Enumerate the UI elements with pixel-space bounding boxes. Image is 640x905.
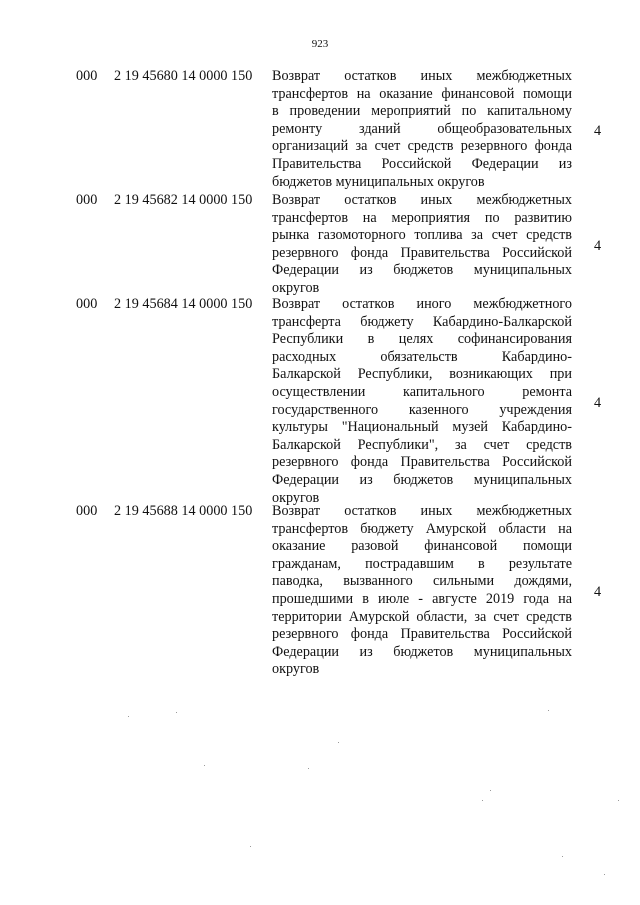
admin-code: 000 [76,296,98,312]
scan-speck [250,846,251,847]
description-line: Федерации из бюджетов муниципальных [272,471,572,488]
description-line: округов [272,661,320,678]
description-line: Балкарской Республики", за счет средств [272,436,572,453]
amount-value: 4 [594,122,602,139]
description-line: трансфертов бюджету Амурской области на [272,520,572,537]
description-line: Правительства Российской Федерации из [272,155,572,172]
description-line: бюджетов муниципальных округов [272,173,485,190]
page-number: 923 [311,38,329,50]
revenue-description [272,192,572,298]
scan-speck [308,768,309,769]
description-line: Федерации из бюджетов муниципальных [272,643,572,660]
scan-speck [482,800,483,801]
budget-classification-code: 2 19 45682 14 0000 150 [114,192,253,208]
description-line: рынка газомоторного топлива за счет средств [272,227,572,244]
description-line: Республики в целях софинансирования [272,331,572,348]
description-line: организаций за счет средств резервного фонда [272,138,572,155]
budget-classification-code: 2 19 45684 14 0000 150 [114,296,253,312]
description-line: оказание разовой финансовой помощи [272,538,572,555]
admin-code: 000 [76,68,98,84]
scan-speck [176,712,177,713]
amount-value: 4 [594,584,602,601]
description-line: округов [272,279,320,296]
amount-value: 4 [594,238,602,254]
description-line: гражданам, пострадавшим в результате [272,555,572,572]
budget-classification-code: 2 19 45688 14 0000 150 [114,503,253,519]
revenue-description [272,503,572,679]
budget-classification-code: 2 19 45680 14 0000 150 [114,68,253,84]
scan-speck [128,716,129,717]
description-line: государственного казенного учреждения [272,401,572,418]
description-line: расходных обязательств Кабардино- [272,348,572,365]
scan-speck [604,874,605,875]
description-line: Возврат остатков иных межбюджетных [272,68,572,84]
scan-speck [618,800,619,801]
revenue-description [272,68,572,191]
description-line: резервного фонда Правительства Российской [272,454,572,471]
description-line: в проведении мероприятий по капитальному [272,103,572,120]
scan-speck [338,742,339,743]
description-line: трансфертов на мероприятия по развитию [272,209,572,226]
description-line: территории Амурской области, за счет средств [272,608,572,625]
amount-value: 4 [594,394,602,411]
scan-speck [204,765,205,766]
description-line: паводка, вызванного сильными дождями, [272,573,572,590]
description-line: прошедшими в июле - августе 2019 года на [272,590,572,607]
description-line: Возврат остатков иного межбюджетного [272,296,572,312]
description-line: Возврат остатков иных межбюджетных [272,192,572,208]
scan-speck [548,710,549,711]
description-line: округов [272,489,320,506]
description-line: ремонту зданий общеобразовательных [272,120,572,137]
description-line: резервного фонда Правительства Российской [272,244,572,261]
description-line: трансферта бюджету Кабардино-Балкарской [272,313,572,330]
description-line: культуры "Национальный музей Кабардино- [272,419,572,436]
admin-code: 000 [76,192,98,208]
description-line: Балкарской Республики, возникающих при [272,366,572,383]
description-line: Возврат остатков иных межбюджетных [272,503,572,519]
description-line: осуществлении капитального ремонта [272,383,572,400]
scan-speck [490,790,491,791]
revenue-description [272,296,572,507]
admin-code: 000 [76,503,98,519]
scan-speck [562,856,563,857]
description-line: трансфертов на оказание финансовой помощи [272,85,572,102]
description-line: Федерации из бюджетов муниципальных [272,262,572,279]
description-line: резервного фонда Правительства Российской [272,626,572,643]
